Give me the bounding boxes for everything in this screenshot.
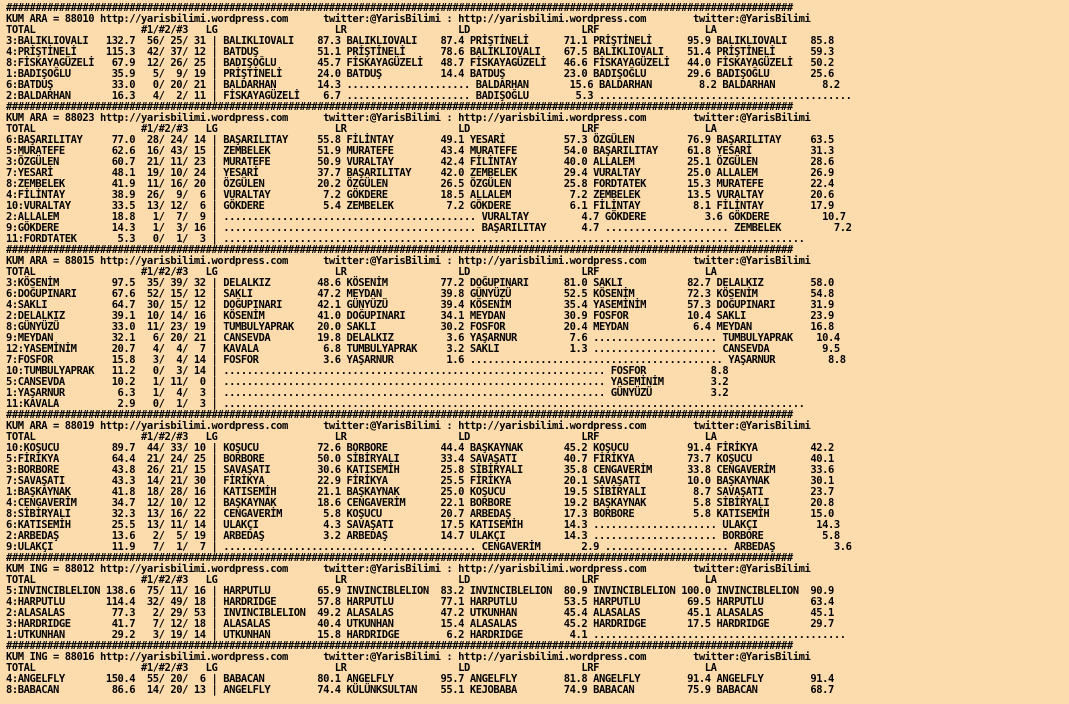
column-header: TOTAL #1/#2/#3 LG LR LD LRF LA bbox=[6, 662, 717, 674]
separator-line: ###################################################################################################################################### bbox=[6, 552, 793, 564]
column-header: TOTAL #1/#2/#3 LG LR LD LRF LA bbox=[6, 123, 717, 135]
data-row: 10:KOŞUCU 89.7 44/ 33/ 10 | KOŞUCU 72.6 BORBORE 44.4 BAŞKAYNAK 45.2 KOŞUCU 91.4 FİRİKYA 42.2 bbox=[6, 442, 834, 454]
column-header: TOTAL #1/#2/#3 LG LR LD LRF LA bbox=[6, 431, 717, 443]
race-header: KUM ARA = 88019 http://yarisbilimi.wordpress.com twitter:@YarisBilimi : http://yarisbilimi.wordpress.com twitter:@YarisBilimi bbox=[6, 420, 811, 432]
data-row: 8:ZEMBELEK 41.9 11/ 16/ 20 | ÖZGÜLEN 20.2 ÖZGÜLEN 26.5 ÖZGÜLEN 25.8 FORDTATEK 15.3 MURATEFE 22.4 bbox=[6, 178, 834, 190]
separator-line: ###################################################################################################################################### bbox=[6, 2, 793, 14]
data-row: 3:KÖSENİM 97.5 35/ 39/ 32 | DELALKIZ 48.6 KÖSENİM 77.2 DOĞUPINARI 81.0 SAKLI 82.7 DELALKIZ 58.0 bbox=[6, 277, 834, 289]
data-row: 3:BALIKLIOVALI 132.7 56/ 25/ 31 | BALIKLIOVALI 87.3 BALIKLIOVALI 87.4 PRİŞTİNELİ 71.1 PRİŞTİNELİ 95.9 BALIKLIOVALI 85.8 bbox=[6, 35, 834, 47]
data-row: 6:BATDUŞ 33.0 0/ 20/ 21 | BALDARHAN 14.3 ..................... BALDARHAN 15.6 BALDARHAN 8.2 BALDARHAN 8.2 bbox=[6, 79, 840, 91]
data-row: 5:CANSEVDA 10.2 1/ 11/ 0 | ................................................................. YASEMİNİM 3.2 bbox=[6, 376, 729, 388]
data-row: 4:PRİŞTİNELİ 115.3 42/ 37/ 12 | BATDUŞ 51.1 PRİŞTİNELİ 78.6 BALIKLIOVALI 67.5 BALIKLIOVALI 51.4 PRİŞTİNELİ 59.3 bbox=[6, 46, 834, 58]
data-row: 10:TUMBULYAPRAK 11.2 0/ 3/ 14 | ................................................................. FOSFOR 8.8 bbox=[6, 365, 729, 377]
race-header: KUM ARA = 88023 http://yarisbilimi.wordpress.com twitter:@YarisBilimi : http://yarisbilimi.wordpress.com twitter:@YarisBilimi bbox=[6, 112, 811, 124]
data-row: 8:GÜNYÜZÜ 33.0 11/ 23/ 19 | TUMBULYAPRAK 20.0 SAKLI 30.2 FOSFOR 20.4 MEYDAN 6.4 MEYDAN 16.8 bbox=[6, 321, 834, 333]
column-header: TOTAL #1/#2/#3 LG LR LD LRF LA bbox=[6, 24, 717, 36]
data-row: 1:BADIŞOĞLU 35.9 5/ 9/ 19 | PRİŞTİNELİ 24.0 BATDUŞ 14.4 BATDUŞ 23.0 BADIŞOĞLU 29.6 BADIŞOĞLU 25.6 bbox=[6, 68, 834, 80]
data-row: 6:KATISEMİH 25.5 13/ 11/ 14 | ULAKÇI 4.3 SAVAŞATI 17.5 KATISEMİH 14.3 ..................... ULAKÇI 14.3 bbox=[6, 519, 840, 531]
data-row: 4:HARPUTLU 114.4 32/ 49/ 18 | HARDRIDGE 57.8 HARPUTLU 77.1 HARPUTLU 53.5 HARPUTLU 69.5 HARPUTLU 63.4 bbox=[6, 596, 834, 608]
data-row: 5:FİRİKYA 64.4 21/ 24/ 25 | BORBORE 50.0 SİBİRYALI 33.4 SAVAŞATI 40.7 FİRİKYA 73.7 KOŞUCU 40.1 bbox=[6, 453, 834, 465]
column-header: TOTAL #1/#2/#3 LG LR LD LRF LA bbox=[6, 574, 717, 586]
data-row: 10:VURALTAY 33.5 13/ 12/ 6 | GÖKDERE 5.4 ZEMBELEK 7.2 GÖKDERE 6.1 FİLİNTAY 8.1 FİLİNTAY 17.9 bbox=[6, 200, 834, 212]
data-row: 9:MEYDAN 32.1 6/ 20/ 21 | CANSEVDA 19.8 DELALKIZ 3.6 YAŞARNUR 7.6 ..................... TUMBULYAPRAK 10.4 bbox=[6, 332, 840, 344]
data-row: 4:FİLİNTAY 38.9 26/ 9/ 6 | VURALTAY 7.2 GÖKDERE 18.5 ALLALEM 7.2 ZEMBELEK 13.5 VURALTAY 20.6 bbox=[6, 189, 834, 201]
separator-line: ###################################################################################################################################### bbox=[6, 640, 793, 652]
separator-line: ###################################################################################################################################### bbox=[6, 409, 793, 421]
data-row: 5:INVINCIBLELION 138.6 75/ 11/ 16 | HARPUTLU 65.9 INVINCIBLELION 83.2 INVINCIBLELION 80.9 INVINCIBLELION 100.0 INVINCIBLELION 90.9 bbox=[6, 585, 834, 597]
data-row: 11:FORDTATEK 5.3 0/ 1/ 3 | ................................................................................................... bbox=[6, 233, 805, 245]
data-row: 11:KAVALA 2.9 0/ 1/ 3 | ................................................................................................... bbox=[6, 398, 805, 410]
data-row: 8:BABACAN 86.6 14/ 20/ 13 | ANGELFLY 74.4 KÜLÜNKSULTAN 55.1 KEJOBABA 74.9 BABACAN 75.9 BABACAN 68.7 bbox=[6, 684, 834, 696]
data-row: 12:YASEMİNİM 20.7 4/ 4/ 7 | KAVALA 6.8 TUMBULYAPRAK 3.2 SAKLI 1.3 ..................... CANSEVDA 9.5 bbox=[6, 343, 840, 355]
data-row: 2:BALDARHAN 16.3 4/ 2/ 11 | FİSKAYAGÜZELİ 6.7 ..................... BADIŞOĞLU 5.3 ........................................... bbox=[6, 90, 852, 102]
separator-line: ###################################################################################################################################### bbox=[6, 244, 793, 256]
data-row: 7:FOSFOR 15.8 3/ 4/ 14 | FOSFOR 3.6 YAŞARNUR 1.6 ........................................... YAŞARNUR 8.8 bbox=[6, 354, 846, 366]
data-row: 4:ANGELFLY 150.4 55/ 20/ 6 | BABACAN 80.1 ANGELFLY 95.7 ANGELFLY 81.8 ANGELFLY 91.4 ANGELFLY 91.4 bbox=[6, 673, 834, 685]
data-row: 2:ALASALAS 77.3 2/ 29/ 53 | INVINCIBLELION 49.2 ALASALAS 47.2 UTKUNHAN 45.4 ALASALAS 45.1 ALASALAS 45.1 bbox=[6, 607, 834, 619]
data-row: 8:SİBİRYALI 32.3 13/ 16/ 22 | CENGAVERİM 5.8 KOŞUCU 20.7 ARBEDAŞ 17.3 BORBORE 5.8 KATISEMİH 15.0 bbox=[6, 508, 834, 520]
data-row: 7:SAVAŞATI 43.3 14/ 21/ 30 | FİRİKYA 22.9 FİRİKYA 25.5 FİRİKYA 20.1 SAVAŞATI 10.0 BAŞKAYNAK 30.1 bbox=[6, 475, 834, 487]
data-row: 9:ULAKÇI 11.9 7/ 1/ 7 | ........................................... CENGAVERİM 2.9 ..................... ARBEDAŞ 3.6 bbox=[6, 541, 852, 553]
race-header: KUM ING = 88016 http://yarisbilimi.wordpress.com twitter:@YarisBilimi : http://yarisbilimi.wordpress.com twitter:@YarisBilimi bbox=[6, 651, 811, 663]
race-header: KUM ARA = 88010 http://yarisbilimi.wordpress.com twitter:@YarisBilimi : http://yarisbilimi.wordpress.com twitter:@YarisBilimi bbox=[6, 13, 811, 25]
race-header: KUM ARA = 88015 http://yarisbilimi.wordpress.com twitter:@YarisBilimi : http://yarisbilimi.wordpress.com twitter:@YarisBilimi bbox=[6, 255, 811, 267]
data-row: 1:UTKUNHAN 29.2 3/ 19/ 14 | UTKUNHAN 15.8 HARDRIDGE 6.2 HARDRIDGE 4.1 ........................................... bbox=[6, 629, 846, 641]
race-header: KUM ING = 88012 http://yarisbilimi.wordpress.com twitter:@YarisBilimi : http://yarisbilimi.wordpress.com twitter:@YarisBilimi bbox=[6, 563, 811, 575]
data-row: 5:MURATEFE 62.6 16/ 43/ 15 | ZEMBELEK 51.9 MURATEFE 43.4 MURATEFE 54.0 BAŞARILITAY 61.8 YESARİ 31.3 bbox=[6, 145, 834, 157]
data-row: 6:BAŞARILITAY 77.0 28/ 24/ 14 | BAŞARILITAY 55.8 FİLİNTAY 49.1 YESARİ 57.3 ÖZGÜLEN 76.9 BAŞARILITAY 63.5 bbox=[6, 134, 834, 146]
data-row: 1:YAŞARNUR 6.3 1/ 4/ 3 | ................................................................. GÜNYÜZÜ 3.2 bbox=[6, 387, 729, 399]
column-header: TOTAL #1/#2/#3 LG LR LD LRF LA bbox=[6, 266, 717, 278]
data-row: 3:BORBORE 43.8 26/ 21/ 15 | SAVAŞATI 30.6 KATISEMİH 25.8 SİBİRYALI 35.8 CENGAVERİM 33.8 CENGAVERİM 33.6 bbox=[6, 464, 834, 476]
data-row: 7:YESARİ 48.1 19/ 10/ 24 | YESARİ 37.7 BAŞARILITAY 42.0 ZEMBELEK 29.4 VURALTAY 25.0 ALLALEM 26.9 bbox=[6, 167, 834, 179]
data-row: 1:BAŞKAYNAK 41.8 18/ 28/ 16 | KATISEMİH 21.1 BAŞKAYNAK 25.0 KOŞUCU 19.5 SİBİRYALI 8.7 SAVAŞATI 23.7 bbox=[6, 486, 834, 498]
data-row: 2:DELALKIZ 39.1 10/ 14/ 16 | KÖSENİM 41.0 DOĞUPINARI 34.1 MEYDAN 30.9 FOSFOR 10.4 SAKLI 23.9 bbox=[6, 310, 834, 322]
data-row: 3:HARDRIDGE 41.7 7/ 12/ 18 | ALASALAS 40.4 UTKUNHAN 15.4 ALASALAS 45.2 HARDRIDGE 17.5 HARDRIDGE 29.7 bbox=[6, 618, 834, 630]
separator-line: ###################################################################################################################################### bbox=[6, 101, 793, 113]
data-row: 2:ARBEDAŞ 13.6 2/ 5/ 19 | ARBEDAŞ 3.2 ARBEDAŞ 14.7 ULAKÇI 14.3 ..................... BORBORE 5.8 bbox=[6, 530, 840, 542]
data-row: 6:DOĞUPINARI 67.6 52/ 15/ 12 | SAKLI 47.2 MEYDAN 39.8 GÜNYÜZÜ 52.5 KÖSENİM 72.3 KÖSENİM 54.8 bbox=[6, 288, 834, 300]
data-row: 4:CENGAVERİM 34.7 12/ 10/ 12 | BAŞKAYNAK 18.6 CENGAVERİM 22.1 BORBORE 19.2 BAŞKAYNAK 5.8 SİBİRYALI 20.8 bbox=[6, 497, 834, 509]
data-row: 4:SAKLI 64.7 30/ 15/ 12 | DOĞUPINARI 42.1 GÜNYÜZÜ 39.4 KÖSENİM 35.4 YASEMİNİM 57.3 DOĞUPINARI 31.9 bbox=[6, 299, 834, 311]
data-row: 2:ALLALEM 18.8 1/ 7/ 9 | ........................................... VURALTAY 4.7 GÖKDERE 3.6 GÖKDERE 10.7 bbox=[6, 211, 846, 223]
data-row: 9:GÖKDERE 14.3 1/ 3/ 16 | ........................................... BAŞARILITAY 4.7 ..................... ZEMBELEK 7.2 bbox=[6, 222, 852, 234]
data-row: 3:ÖZGÜLEN 60.7 21/ 11/ 23 | MURATEFE 50.9 VURALTAY 42.4 FİLİNTAY 40.0 ALLALEM 25.1 ÖZGÜLEN 28.6 bbox=[6, 156, 834, 168]
data-row: 8:FİSKAYAGÜZELİ 67.9 12/ 26/ 25 | BADIŞOĞLU 45.7 FİSKAYAGÜZELİ 48.7 FİSKAYAGÜZELİ 46.6 FİSKAYAGÜZELİ 44.0 FİSKAYAGÜZELİ 50.2 bbox=[6, 57, 834, 69]
